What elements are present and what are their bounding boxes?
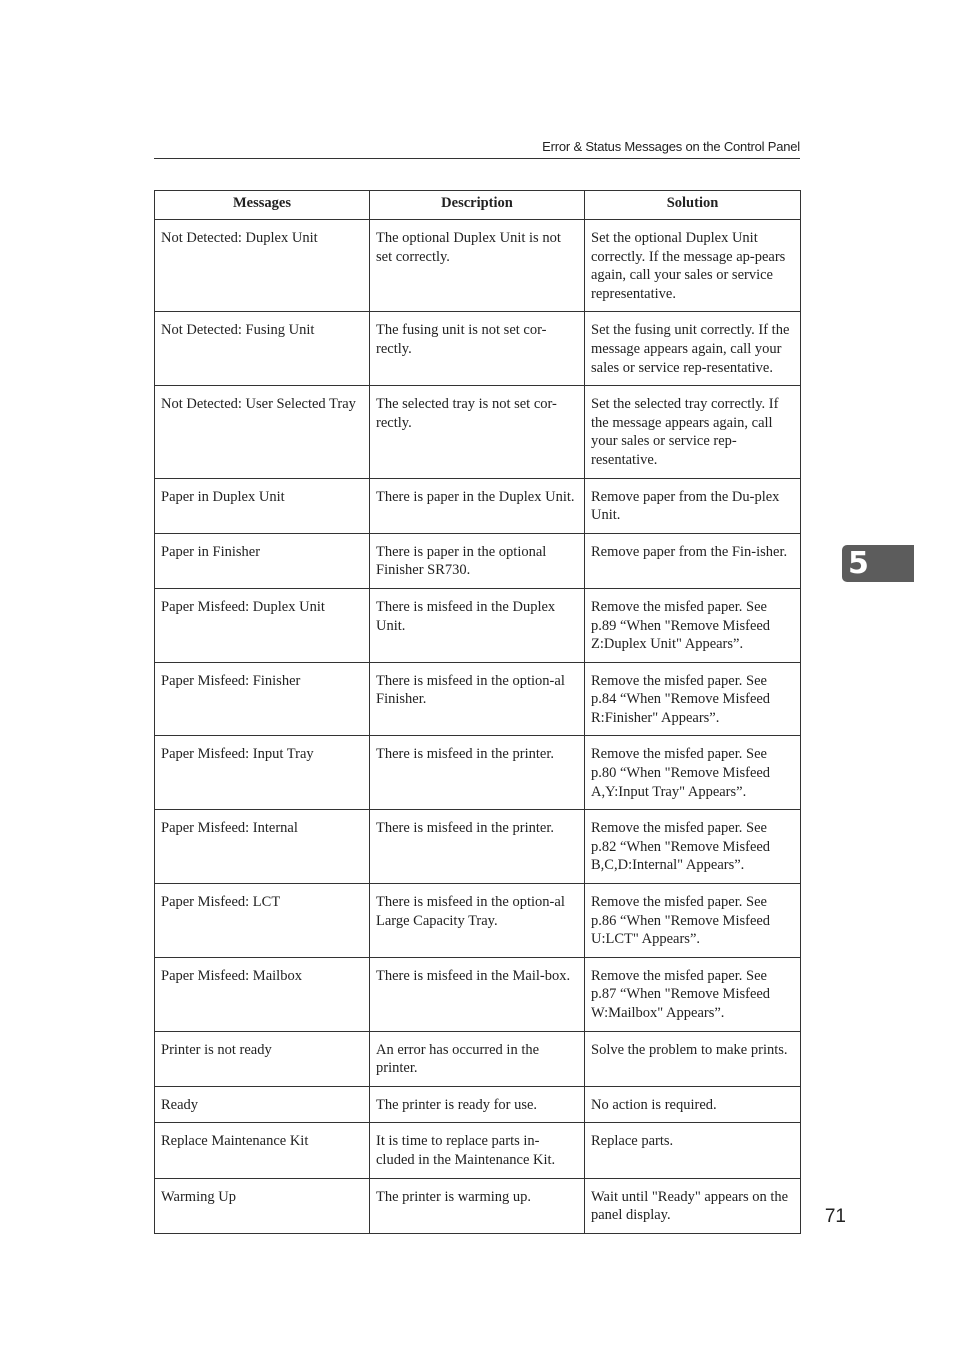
description-cell: The fusing unit is not set cor-rectly. — [370, 312, 585, 386]
solution-cell: Remove the misfed paper. See p.89 “When "Remove Misfeed Z:Duplex Unit" Appears”. — [585, 588, 801, 662]
table-row — [155, 810, 801, 884]
description-cell: There is paper in the optional Finisher SR730. — [370, 533, 585, 588]
table-row — [155, 1031, 801, 1086]
solution-cell: Remove the misfed paper. See p.86 “When "Remove Misfeed U:LCT" Appears”. — [585, 884, 801, 958]
solution-cell: Remove paper from the Du-plex Unit. — [585, 478, 801, 533]
table-row — [155, 736, 801, 810]
solution-cell: Remove the misfed paper. See p.84 “When "Remove Misfeed R:Finisher" Appears”. — [585, 662, 801, 736]
table-row — [155, 220, 801, 312]
message-cell: Paper in Finisher — [155, 533, 370, 588]
description-cell: There is misfeed in the Duplex Unit. — [370, 588, 585, 662]
table-row — [155, 1086, 801, 1123]
solution-cell: Set the selected tray correctly. If the message appears again, call your sales or service rep-resentative. — [585, 386, 801, 478]
chapter-number: 5 — [848, 546, 869, 581]
table-row — [155, 957, 801, 1031]
solution-cell: Set the optional Duplex Unit correctly. If the message ap-pears again, call your sales or service representative. — [585, 220, 801, 312]
message-cell: Ready — [155, 1086, 370, 1123]
message-cell: Paper Misfeed: LCT — [155, 884, 370, 958]
message-cell: Not Detected: Duplex Unit — [155, 220, 370, 312]
description-cell: There is misfeed in the Mail-box. — [370, 957, 585, 1031]
table-row — [155, 478, 801, 533]
solution-cell: Remove the misfed paper. See p.87 “When "Remove Misfeed W:Mailbox" Appears”. — [585, 957, 801, 1031]
solution-cell: Set the fusing unit correctly. If the message appears again, call your sales or service rep-resentative. — [585, 312, 801, 386]
message-cell: Paper in Duplex Unit — [155, 478, 370, 533]
description-cell: There is misfeed in the printer. — [370, 810, 585, 884]
message-cell: Warming Up — [155, 1178, 370, 1233]
message-cell: Paper Misfeed: Mailbox — [155, 957, 370, 1031]
message-cell: Paper Misfeed: Internal — [155, 810, 370, 884]
description-cell: An error has occurred in the printer. — [370, 1031, 585, 1086]
messages-table — [154, 190, 801, 1234]
table-row — [155, 533, 801, 588]
table-row — [155, 386, 801, 478]
description-cell: It is time to replace parts in-cluded in the Maintenance Kit. — [370, 1123, 585, 1178]
description-cell: The printer is warming up. — [370, 1178, 585, 1233]
solution-cell: Solve the problem to make prints. — [585, 1031, 801, 1086]
message-cell: Not Detected: Fusing Unit — [155, 312, 370, 386]
page-number: 71 — [824, 1206, 846, 1227]
solution-cell: Remove the misfed paper. See p.82 “When "Remove Misfeed B,C,D:Internal" Appears”. — [585, 810, 801, 884]
table-body — [155, 220, 801, 1234]
solution-cell: Remove paper from the Fin-isher. — [585, 533, 801, 588]
message-cell: Paper Misfeed: Input Tray — [155, 736, 370, 810]
table-row — [155, 588, 801, 662]
table-row — [155, 662, 801, 736]
solution-cell: Replace parts. — [585, 1123, 801, 1178]
table-header-row — [155, 191, 801, 220]
chapter-tab — [842, 545, 914, 582]
table-row — [155, 312, 801, 386]
column-header-solution: Solution — [585, 191, 801, 220]
column-header-description: Description — [370, 191, 585, 220]
message-cell: Replace Maintenance Kit — [155, 1123, 370, 1178]
running-header: Error & Status Messages on the Control Panel — [154, 138, 800, 159]
message-cell: Paper Misfeed: Finisher — [155, 662, 370, 736]
description-cell: There is misfeed in the printer. — [370, 736, 585, 810]
description-cell: There is misfeed in the option-al Large Capacity Tray. — [370, 884, 585, 958]
table-row — [155, 1123, 801, 1178]
solution-cell: Wait until "Ready" appears on the panel display. — [585, 1178, 801, 1233]
description-cell: The optional Duplex Unit is not set correctly. — [370, 220, 585, 312]
solution-cell: No action is required. — [585, 1086, 801, 1123]
description-cell: The selected tray is not set cor-rectly. — [370, 386, 585, 478]
message-cell: Not Detected: User Selected Tray — [155, 386, 370, 478]
message-cell: Printer is not ready — [155, 1031, 370, 1086]
message-cell: Paper Misfeed: Duplex Unit — [155, 588, 370, 662]
description-cell: There is misfeed in the option-al Finisher. — [370, 662, 585, 736]
description-cell: The printer is ready for use. — [370, 1086, 585, 1123]
table-row — [155, 1178, 801, 1233]
solution-cell: Remove the misfed paper. See p.80 “When "Remove Misfeed A,Y:Input Tray" Appears”. — [585, 736, 801, 810]
table-row — [155, 884, 801, 958]
description-cell: There is paper in the Duplex Unit. — [370, 478, 585, 533]
column-header-messages: Messages — [155, 191, 370, 220]
